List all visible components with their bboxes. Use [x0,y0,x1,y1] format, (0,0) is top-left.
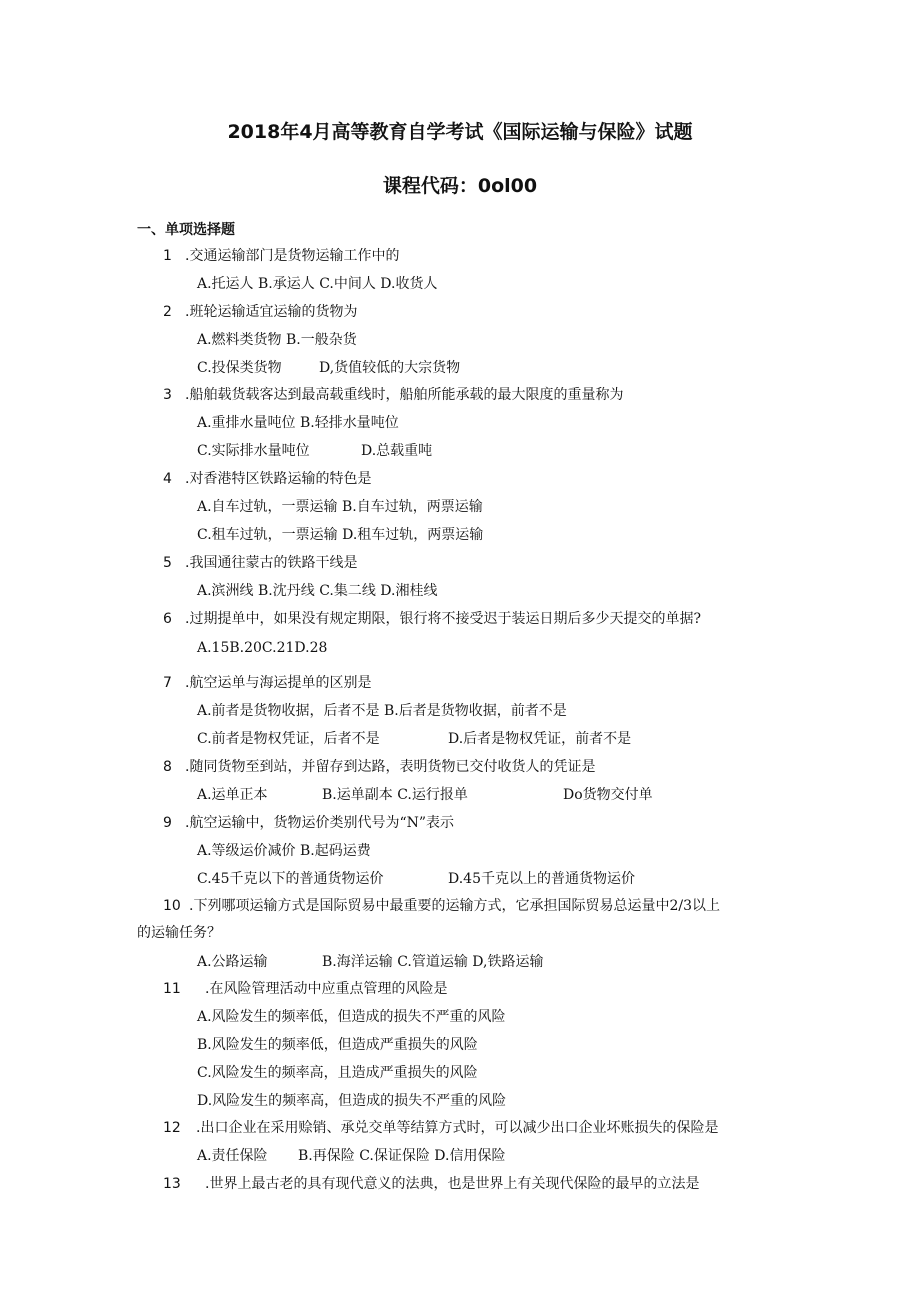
question-option: C.前者是物权凭证，后者不是 [197,731,380,747]
question-text: .航空运单与海运提单的区别是 [185,675,372,691]
question-text: .世界上最古老的具有现代意义的法典，也是世界上有关现代保险的最早的立法是 [205,1176,700,1192]
question-option: A.燃料类货物 B.一般杂货 [197,332,357,348]
question-number: 13 [163,1176,181,1192]
question-number: 10 [163,898,181,914]
question-text: .航空运输中，货物运价类别代号为“N”表示 [185,815,455,831]
course-code: 课程代码：0ol00 [382,175,538,197]
question-text: .随同货物至到站，并留存到达路，表明货物已交付收货人的凭证是 [185,759,596,775]
question-option: A.15B.20C.21D.28 [197,640,328,656]
question-option: C.投保类货物 [197,360,282,376]
question-option: Do货物交付单 [563,787,653,803]
question-text: .在风险管理活动中应重点管理的风险是 [205,981,448,997]
question-option: A.责任保险 [197,1148,268,1164]
question-number: 5 [163,555,172,571]
question-option: D.总载重吨 [361,443,433,459]
question-text: .班轮运输适宜运输的货物为 [185,304,358,320]
question-text-continued: 的运输任务？ [137,925,221,941]
question-option: A.风险发生的频率低，但造成的损失不严重的风险 [197,1009,506,1025]
question-option: D.后者是物权凭证，前者不是 [448,731,632,747]
question-number: 4 [163,471,172,487]
question-option: D.风险发生的频率高，但造成的损失不严重的风险 [197,1093,507,1109]
question-option: C.45千克以下的普通货物运价 [197,871,384,887]
question-text: .出口企业在采用赊销、承兑交单等结算方式时，可以减少出口企业坏账损失的保险是 [196,1120,719,1136]
question-option: D,货值较低的大宗货物 [319,360,461,376]
question-option: B.海洋运输 C.管道运输 D,铁路运输 [322,954,544,970]
question-option: A.前者是货物收据，后者不是 B.后者是货物收据，前者不是 [197,703,567,719]
question-number: 6 [163,611,172,627]
question-option: C.租车过轨，一票运输 D.租车过轨，两票运输 [197,527,484,543]
question-option: A.公路运输 [197,954,268,970]
question-option: D.45千克以上的普通货物运价 [448,871,635,887]
question-option: B.运单副本 C.运行报单 [322,787,468,803]
question-option: A.等级运价减价 B.起码运费 [197,843,371,859]
question-text: .过期提单中，如果没有规定期限，银行将不接受迟于装运日期后多少天提交的单据? [185,611,701,627]
question-option: C.风险发生的频率高，且造成严重损失的风险 [197,1065,478,1081]
question-option: A.滨洲线 B.沈丹线 C.集二线 D.湘桂线 [197,583,438,599]
question-number: 8 [163,759,172,775]
section-heading: 一、单项选择题 [137,222,235,238]
question-text: .我国通往蒙古的铁路干线是 [185,555,358,571]
question-number: 3 [163,387,172,403]
question-number: 12 [163,1120,181,1136]
question-number: 2 [163,304,172,320]
question-option: B.再保险 C.保证保险 D.信用保险 [298,1148,506,1164]
question-text: .对香港特区铁路运输的特色是 [185,471,372,487]
question-number: 1 [163,248,172,264]
question-option: C.实际排水量吨位 [197,443,310,459]
question-number: 9 [163,815,172,831]
question-text: .船舶载货载客达到最高载重线时，船舶所能承载的最大限度的重量称为 [185,387,624,403]
question-number: 7 [163,675,172,691]
question-text: .交通运输部门是货物运输工作中的 [185,248,400,264]
question-option: B.风险发生的频率低，但造成严重损失的风险 [197,1037,478,1053]
exam-title: 2018年4月高等教育自学考试《国际运输与保险》试题 [227,121,693,143]
question-text: .下列哪项运输方式是国际贸易中最重要的运输方式，它承担国际贸易总运量中2/3以上 [189,898,720,914]
question-option: A.自车过轨，一票运输 B.自车过轨，两票运输 [197,499,483,515]
question-number: 11 [163,981,181,997]
question-option: A.重排水量吨位 B.轻排水量吨位 [197,415,399,431]
question-option: A.托运人 B.承运人 C.中间人 D.收货人 [197,276,438,292]
question-option: A.运单正本 [197,787,268,803]
